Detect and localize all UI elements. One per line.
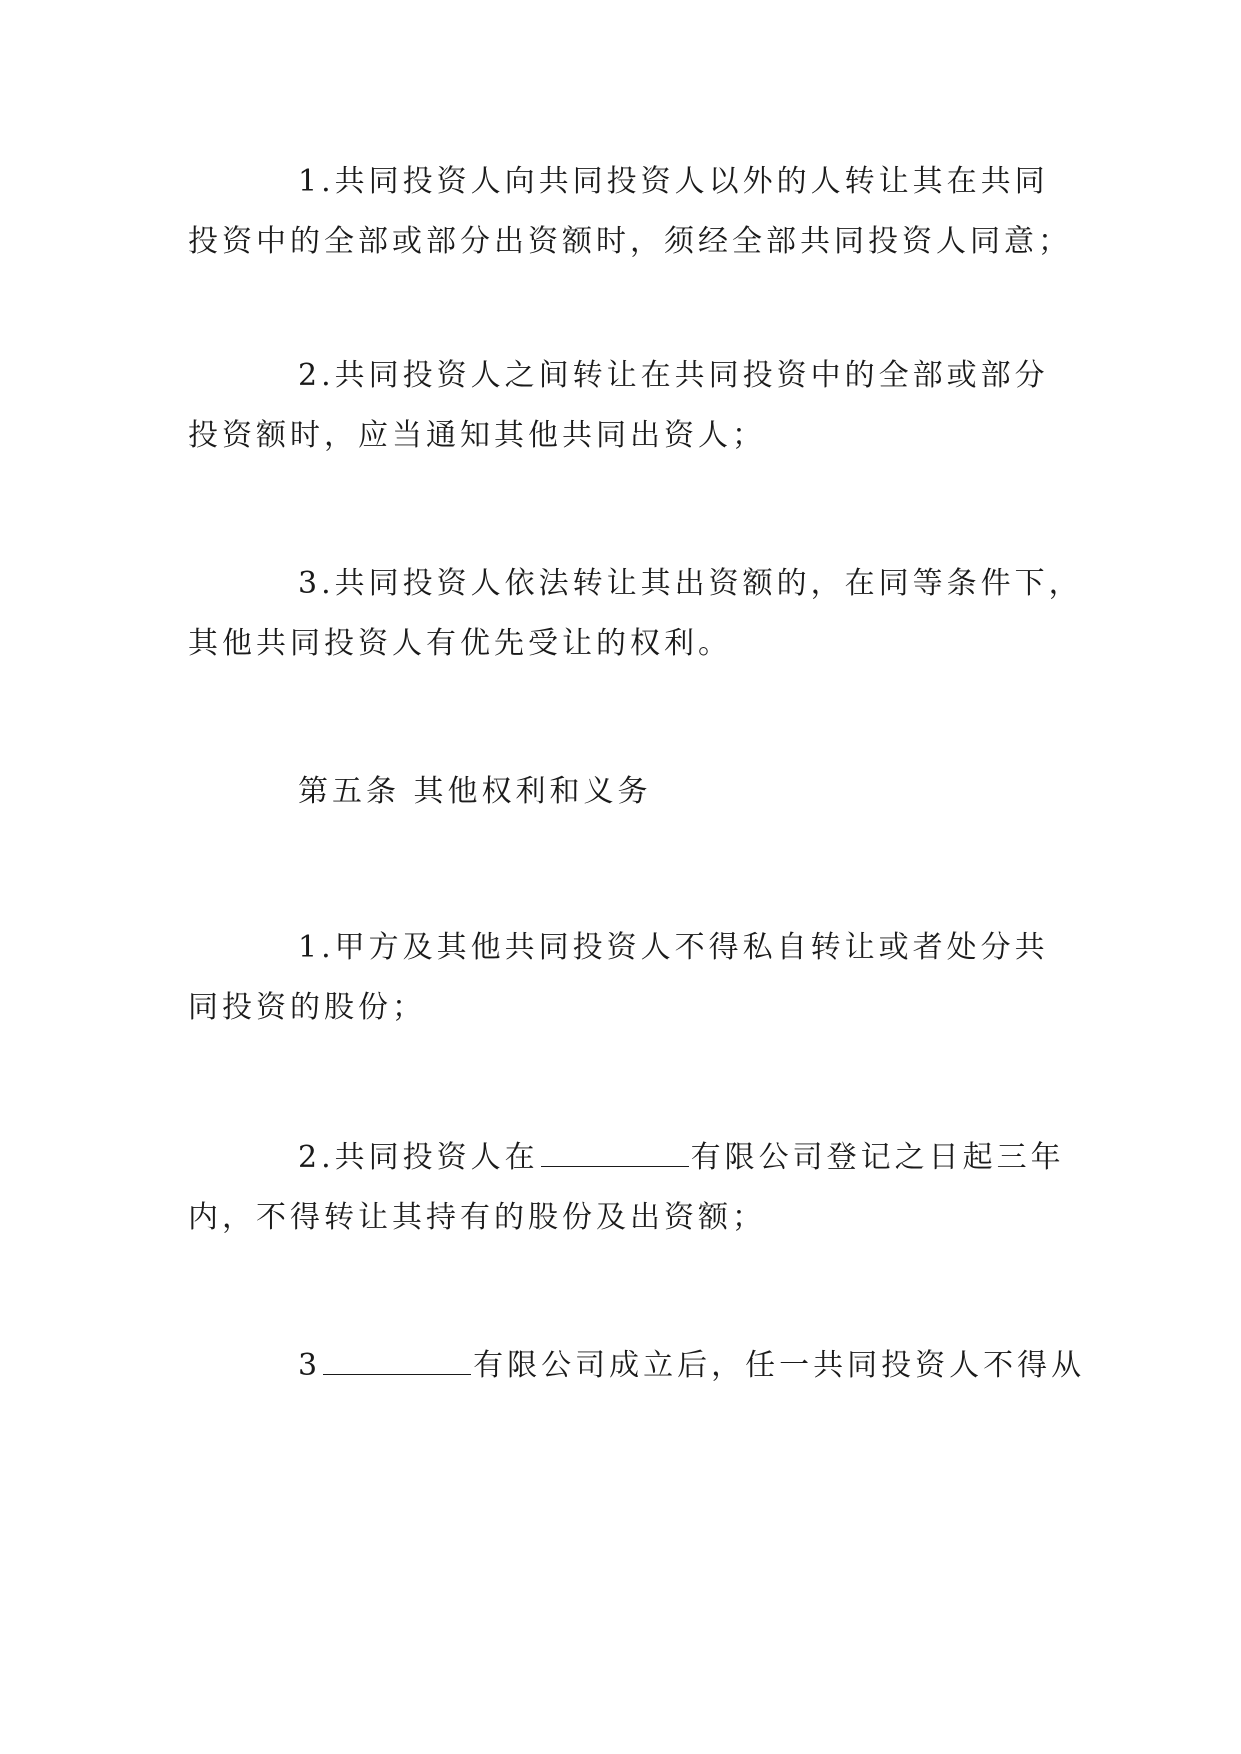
paragraph-line: 3.共同投资人依法转让其出资额的，在同等条件下， [298,566,1083,601]
paragraph-line: 同投资的股份； [188,990,426,1025]
paragraph-2 [188,346,1058,466]
paragraph-line: 投资额时，应当通知其他共同出资人； [188,418,766,453]
paragraph-text: 3 [298,1348,322,1383]
fill-in-blank [541,1140,689,1167]
fill-in-blank [323,1348,471,1375]
paragraph-line: 内，不得转让其持有的股份及出资额； [188,1200,766,1235]
paragraph-text: 有限公司成立后，任一共同投资人不得从 [473,1348,1086,1383]
paragraph-line: 投资中的全部或部分出资额时，须经全部共同投资人同意； [188,224,1072,259]
paragraph-4 [188,918,1058,1038]
paragraph-text: 2.共同投资人在 [298,1140,539,1175]
paragraph-line [188,1128,1065,1188]
paragraph-5 [188,1128,1065,1248]
paragraph-1 [188,152,1072,272]
paragraph-line: 其他共同投资人有优先受让的权利。 [188,626,732,661]
paragraph-line: 2.共同投资人之间转让在共同投资中的全部或部分 [298,358,1049,393]
paragraph-line [188,1336,1086,1396]
paragraph-3 [188,554,1083,674]
paragraph-line: 1.甲方及其他共同投资人不得私自转让或者处分共 [298,930,1049,965]
section-heading: 第五条 其他权利和义务 [298,774,652,809]
paragraph-6 [188,1336,1086,1396]
paragraph-text: 有限公司登记之日起三年 [690,1140,1065,1175]
paragraph-line: 1.共同投资人向共同投资人以外的人转让其在共同 [298,164,1049,199]
